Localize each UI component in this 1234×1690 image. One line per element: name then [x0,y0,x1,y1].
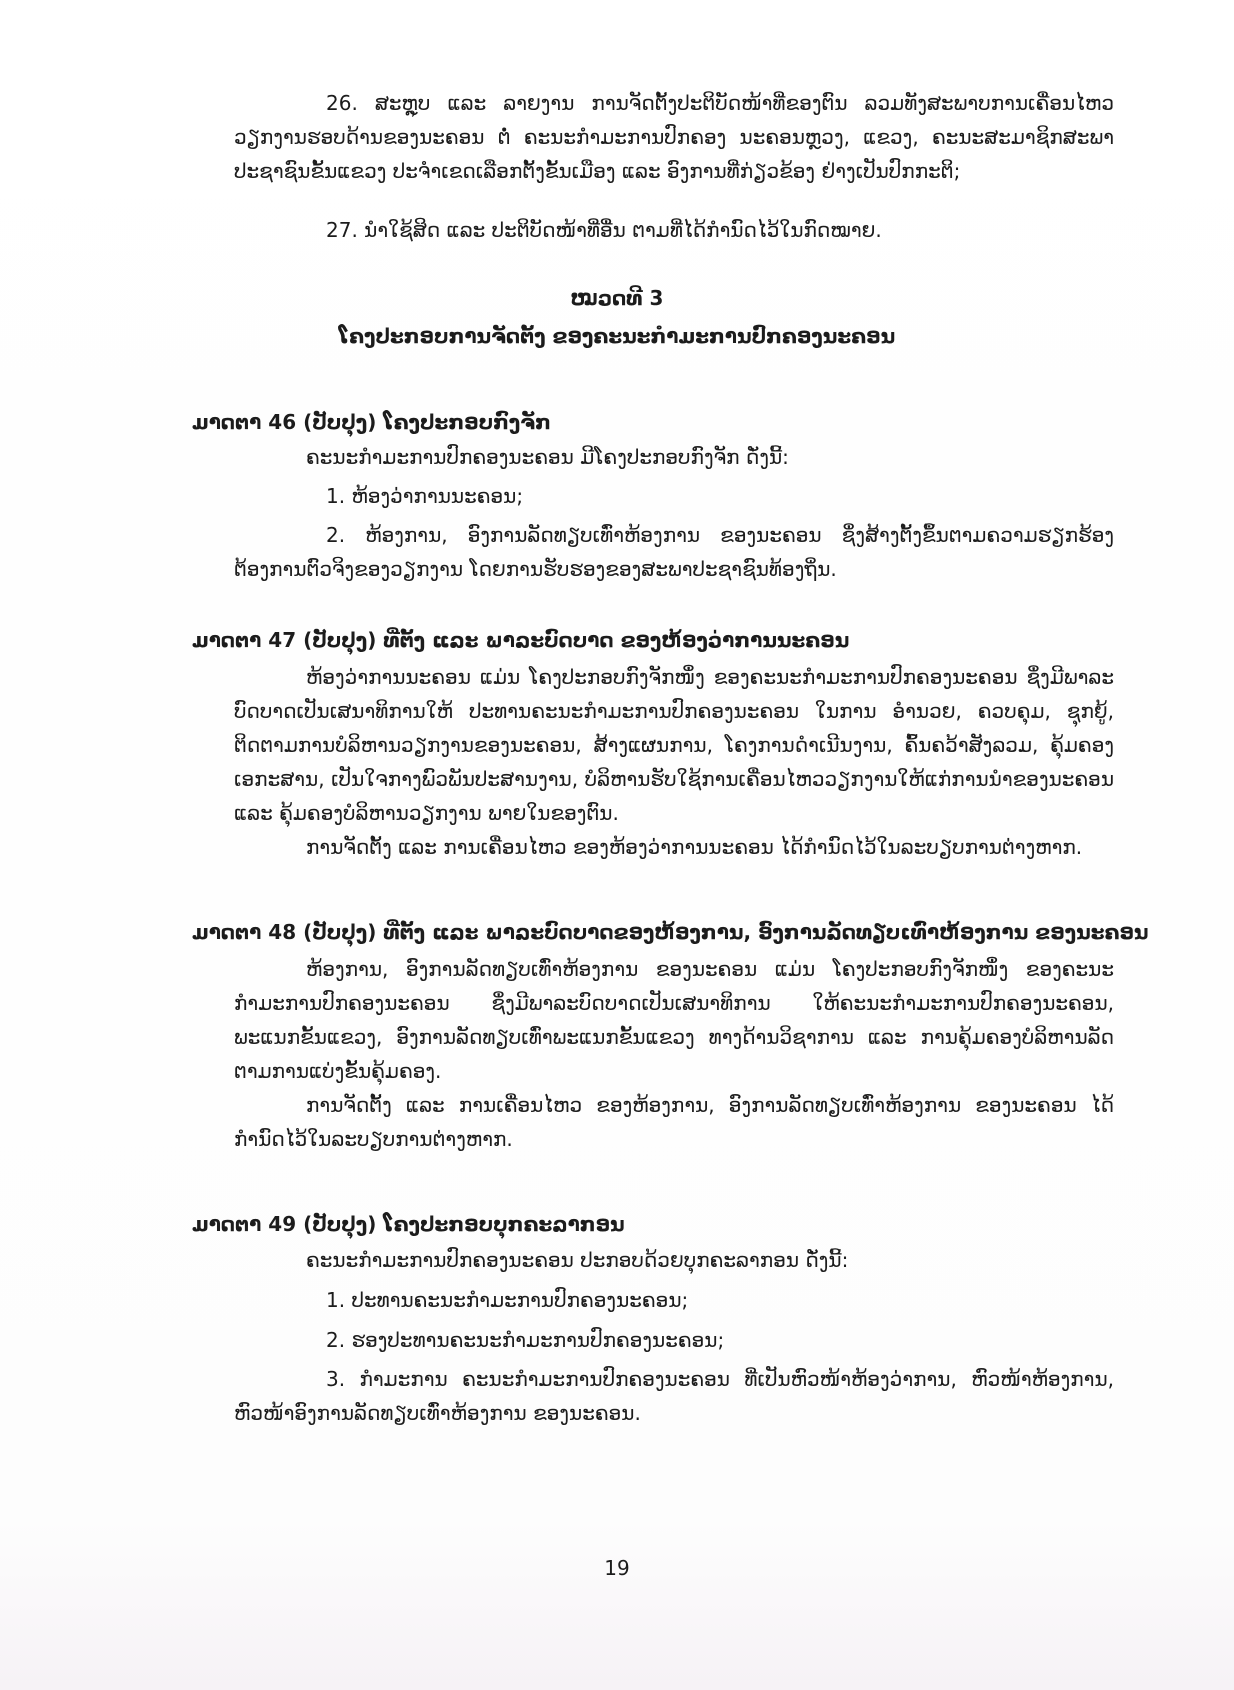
chapter-title: ໂຄງປະກອບການຈັດຕັ້ງ ຂອງຄະນະກຳມະການປົກຄອງນະຄອນ [338,324,896,348]
article47-heading: ມາດຕາ 47 (ປັບປຸງ) ທີ່ຕັ້ງ ແລະ ພາລະບົດບາດ ຂອງຫ້ອງວ່າການນະຄອນ [192,628,850,652]
article48-para2: ການຈັດຕັ້ງ ແລະ ການເຄື່ອນໄຫວ ຂອງຫ້ອງການ, ອົງການລັດທຽບເທົ່າຫ້ອງການ ຂອງນະຄອນ ໄດ້ກຳນົດໄວ້ໃນລະບຽບການຕ່າງຫາກ. [234,1093,1114,1151]
article49-item1: 1. ປະທານຄະນະກຳມະການປົກຄອງນະຄອນ; [326,1288,689,1312]
article46-item2: 2. ຫ້ອງການ, ອົງການລັດທຽບເທົ່າຫ້ອງການ ຂອງນະຄອນ ຊຶ່ງສ້າງຕັ້ງຂຶ້ນຕາມຄວາມຮຽກຮ້ອງຕ້ອງການຕົວຈິງຂອງວຽກງານ ໂດຍການຮັບຮອງຂອງສະພາປະຊາຊົນທ້ອງຖິ່ນ. [234,523,1114,581]
article45-item27: 27. ນຳໃຊ້ສິດ ແລະ ປະຕິບັດໜ້າທີ່ອື່ນ ຕາມທີ່ໄດ້ກຳນົດໄວ້ໃນກົດໝາຍ. [326,218,882,242]
article46-intro: ຄະນະກຳມະການປົກຄອງນະຄອນ ມີໂຄງປະກອບກົງຈັກ ດັ່ງນີ້: [306,445,789,469]
article45-item26: 26. ສະຫຼຸບ ແລະ ລາຍງານ ການຈັດຕັ້ງປະຕິບັດໜ້າທີ່ຂອງຕົນ ລວມທັງສະພາບການເຄື່ອນໄຫວວຽກງານຮອບດ້ານຂອງນະຄອນ ຕໍ່ ຄະນະກຳມະການປົກຄອງ ນະຄອນຫຼວງ, ແຂວງ, ຄະນະສະມາຊິກສະພາປະຊາຊົນຂັ້ນແຂວງ ປະຈຳເຂດເລືອກຕັ້ງຂັ້ນເມືອງ ແລະ ອົງການທີ່ກ່ຽວຂ້ອງ ຢ່າງເປັນປົກກະຕິ; [234,91,1114,183]
article46-item1: 1. ຫ້ອງວ່າການນະຄອນ; [326,484,524,508]
article49-heading: ມາດຕາ 49 (ປັບປຸງ) ໂຄງປະກອບບຸກຄະລາກອນ [192,1212,625,1236]
article49-item2: 2. ຮອງປະທານຄະນະກຳມະການປົກຄອງນະຄອນ; [326,1328,725,1352]
article47-para1: ຫ້ອງວ່າການນະຄອນ ແມ່ນ ໂຄງປະກອບກົງຈັກໜຶ່ງ ຂອງຄະນະກຳມະການປົກຄອງນະຄອນ ຊຶ່ງມີພາລະບົດບາດເປັນເສນາທິການໃຫ້ ປະທານຄະນະກຳມະການປົກຄອງນະຄອນ ໃນການ ອຳນວຍ, ຄວບຄຸມ, ຊຸກຍູ້, ຕິດຕາມການບໍລິຫານວຽກງານຂອງນະຄອນ, ສ້າງແຜນການ, ໂຄງການດຳເນີນງານ, ຄົ້ນຄວ້າສັງລວມ, ຄຸ້ມຄອງເອກະສານ, ເປັນໃຈກາງພົວພັນປະສານງານ, ບໍລິຫານຮັບໃຊ້ການເຄື່ອນໄຫວວຽກງານໃຫ້ແກ່ການນຳຂອງນະຄອນ ແລະ ຄຸ້ມຄອງບໍລິຫານວຽກງານ ພາຍໃນຂອງຕົນ. [234,665,1114,825]
article49-item3: 3. ກຳມະການ ຄະນະກຳມະການປົກຄອງນະຄອນ ທີ່ເປັນຫົວໜ້າຫ້ອງວ່າການ, ຫົວໜ້າຫ້ອງການ, ຫົວໜ້າອົງການລັດທຽບເທົ່າຫ້ອງການ ຂອງນະຄອນ. [234,1367,1114,1425]
page-number: 19 [604,1556,630,1580]
article48-para1: ຫ້ອງການ, ອົງການລັດທຽບເທົ່າຫ້ອງການ ຂອງນະຄອນ ແມ່ນ ໂຄງປະກອບກົງຈັກໜຶ່ງ ຂອງຄະນະກຳມະການປົກຄອງນະຄອນ ຊຶ່ງມີພາລະບົດບາດເປັນເສນາທິການ ໃຫ້ຄະນະກຳມະການປົກຄອງນະຄອນ, ພະແນກຂັ້ນແຂວງ, ອົງການລັດທຽບເທົ່າພະແນກຂັ້ນແຂວງ ທາງດ້ານວິຊາການ ແລະ ການຄຸ້ມຄອງບໍລິຫານລັດຕາມການແບ່ງຂັ້ນຄຸ້ມຄອງ. [234,957,1114,1083]
article47-para2: ການຈັດຕັ້ງ ແລະ ການເຄື່ອນໄຫວ ຂອງຫ້ອງວ່າການນະຄອນ ໄດ້ກຳນົດໄວ້ໃນລະບຽບການຕ່າງຫາກ. [306,835,1083,859]
chapter-number: ໝວດທີ 3 [570,286,664,310]
article46-heading: ມາດຕາ 46 (ປັບປຸງ) ໂຄງປະກອບກົງຈັກ [192,410,551,434]
article48-heading: ມາດຕາ 48 (ປັບປຸງ) ທີ່ຕັ້ງ ແລະ ພາລະບົດບາດຂອງຫ້ອງການ, ອົງການລັດທຽບເທົ່າຫ້ອງການ ຂອງນະຄອນ [192,920,1149,944]
article49-intro: ຄະນະກຳມະການປົກຄອງນະຄອນ ປະກອບດ້ວຍບຸກຄະລາກອນ ດັ່ງນີ້: [306,1248,849,1272]
